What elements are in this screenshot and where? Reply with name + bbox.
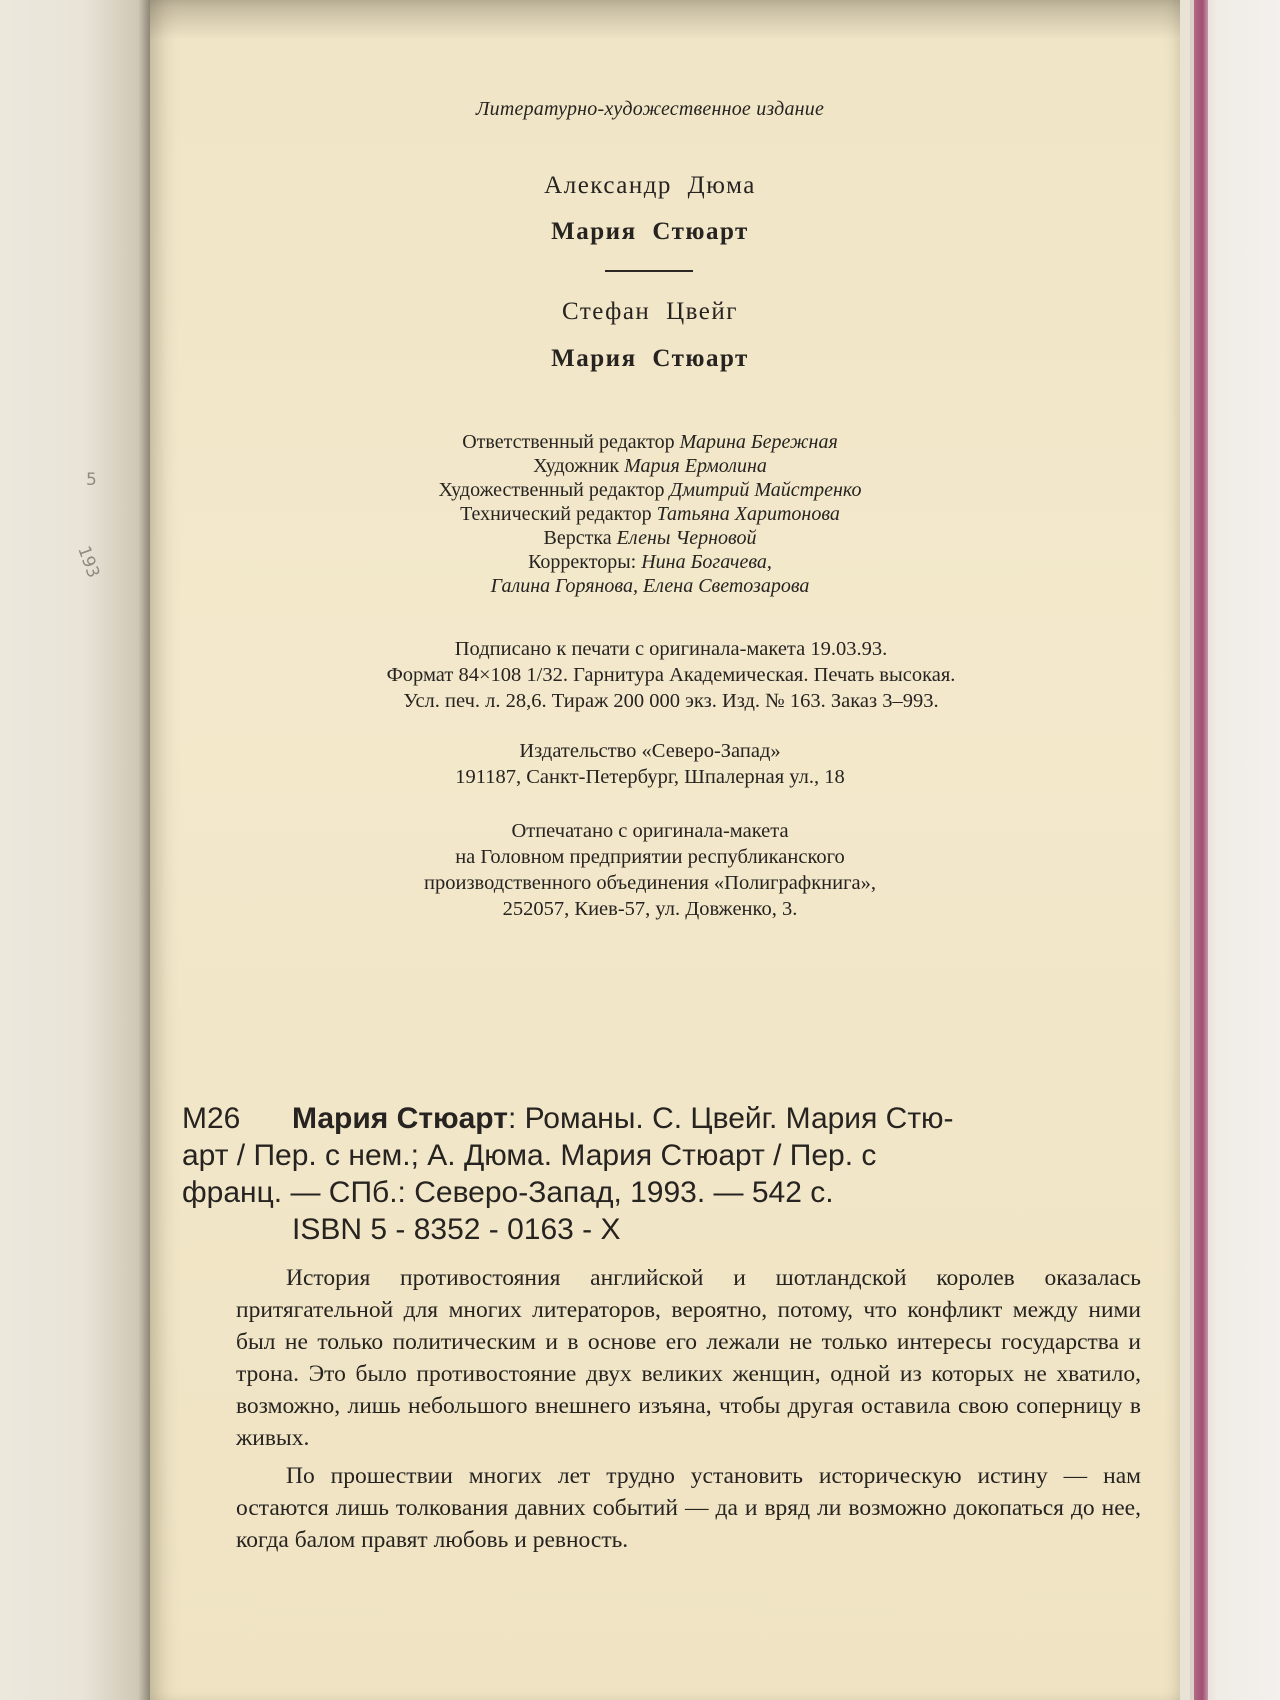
title-dumas: Мария Стюарт	[551, 218, 749, 245]
facing-page	[0, 0, 150, 1700]
credits-block	[150, 430, 1150, 598]
credit-line: Художник Мария Ермолина	[533, 455, 767, 477]
catalog-title: Мария Стюарт	[292, 1102, 508, 1135]
catalog-record: М26 Мария Стюарт: Романы. С. Цвейг. Мария Стю- арт / Пер. с нем.; А. Дюма. Мария Стюарт / Пер. с франц. — СПб.: Северо-Запад, 1993. — 542 с. ISBN 5 - 8352 - 0163 - X	[182, 1100, 1102, 1248]
divider	[605, 270, 693, 272]
author-dumas: Александр Дюма	[544, 172, 756, 199]
author-zweig: Стефан Цвейг	[561, 298, 739, 325]
book-cover-edge	[1194, 0, 1208, 1700]
credit-line: Галина Горянова, Елена Светозарова	[490, 575, 810, 597]
credit-line: Верстка Елены Черновой	[543, 527, 757, 549]
margin-note: 5	[86, 470, 97, 490]
catalog-code: М26	[182, 1102, 241, 1135]
imprint-page	[150, 0, 1180, 1700]
series-line: Литературно-художественное издание	[475, 98, 825, 120]
isbn: ISBN 5 - 8352 - 0163 - X	[292, 1213, 621, 1246]
credit-line: Технический редактор Татьяна Харитонова	[460, 503, 840, 525]
print-info: Подписано к печати с оригинала-макета 19.03.93. Формат 84×108 1/32. Гарнитура Академическая. Печать высокая. Усл. печ. л. 28,6. Тираж 200 000 экз. Изд. № 163. Заказ 3–993.	[386, 638, 956, 712]
annotation-paragraph: По прошествии многих лет трудно установить историческую истину — нам остаются лишь толкования давних событий — да и вряд ли возможно докопаться до нее, когда балом правят любовь и ревность.	[236, 1463, 1141, 1553]
printer-info: Отпечатано с оригинала-макета на Головном предприятии республиканского производственного объединения «Полиграфкнига», 252057, Киев-57, ул. Довженко, 3.	[424, 820, 876, 920]
annotation-paragraph: История противостояния английской и шотландской королев оказалась притягательной для многих литераторов, вероятно, потому, что конфликт между ними был не только политическим и в основе его лежали не только интересы государства и трона. Это было противостояние двух великих женщин, одной из которых не хватило, возможно, лишь небольшого внешнего изъяна, чтобы другая оставила свою соперницу в живых.	[236, 1265, 1141, 1451]
margin-note: 193	[73, 543, 104, 581]
title-zweig: Мария Стюарт	[551, 345, 749, 372]
credit-line: Ответственный редактор Марина Бережная	[462, 431, 838, 453]
credit-line: Художественный редактор Дмитрий Майстренко	[438, 479, 862, 501]
credit-line: Корректоры: Нина Богачева,	[528, 551, 772, 573]
annotation	[236, 1262, 1141, 1562]
publisher-info: Издательство «Северо-Запад» 191187, Санкт-Петербург, Шпалерная ул., 18	[455, 740, 845, 788]
